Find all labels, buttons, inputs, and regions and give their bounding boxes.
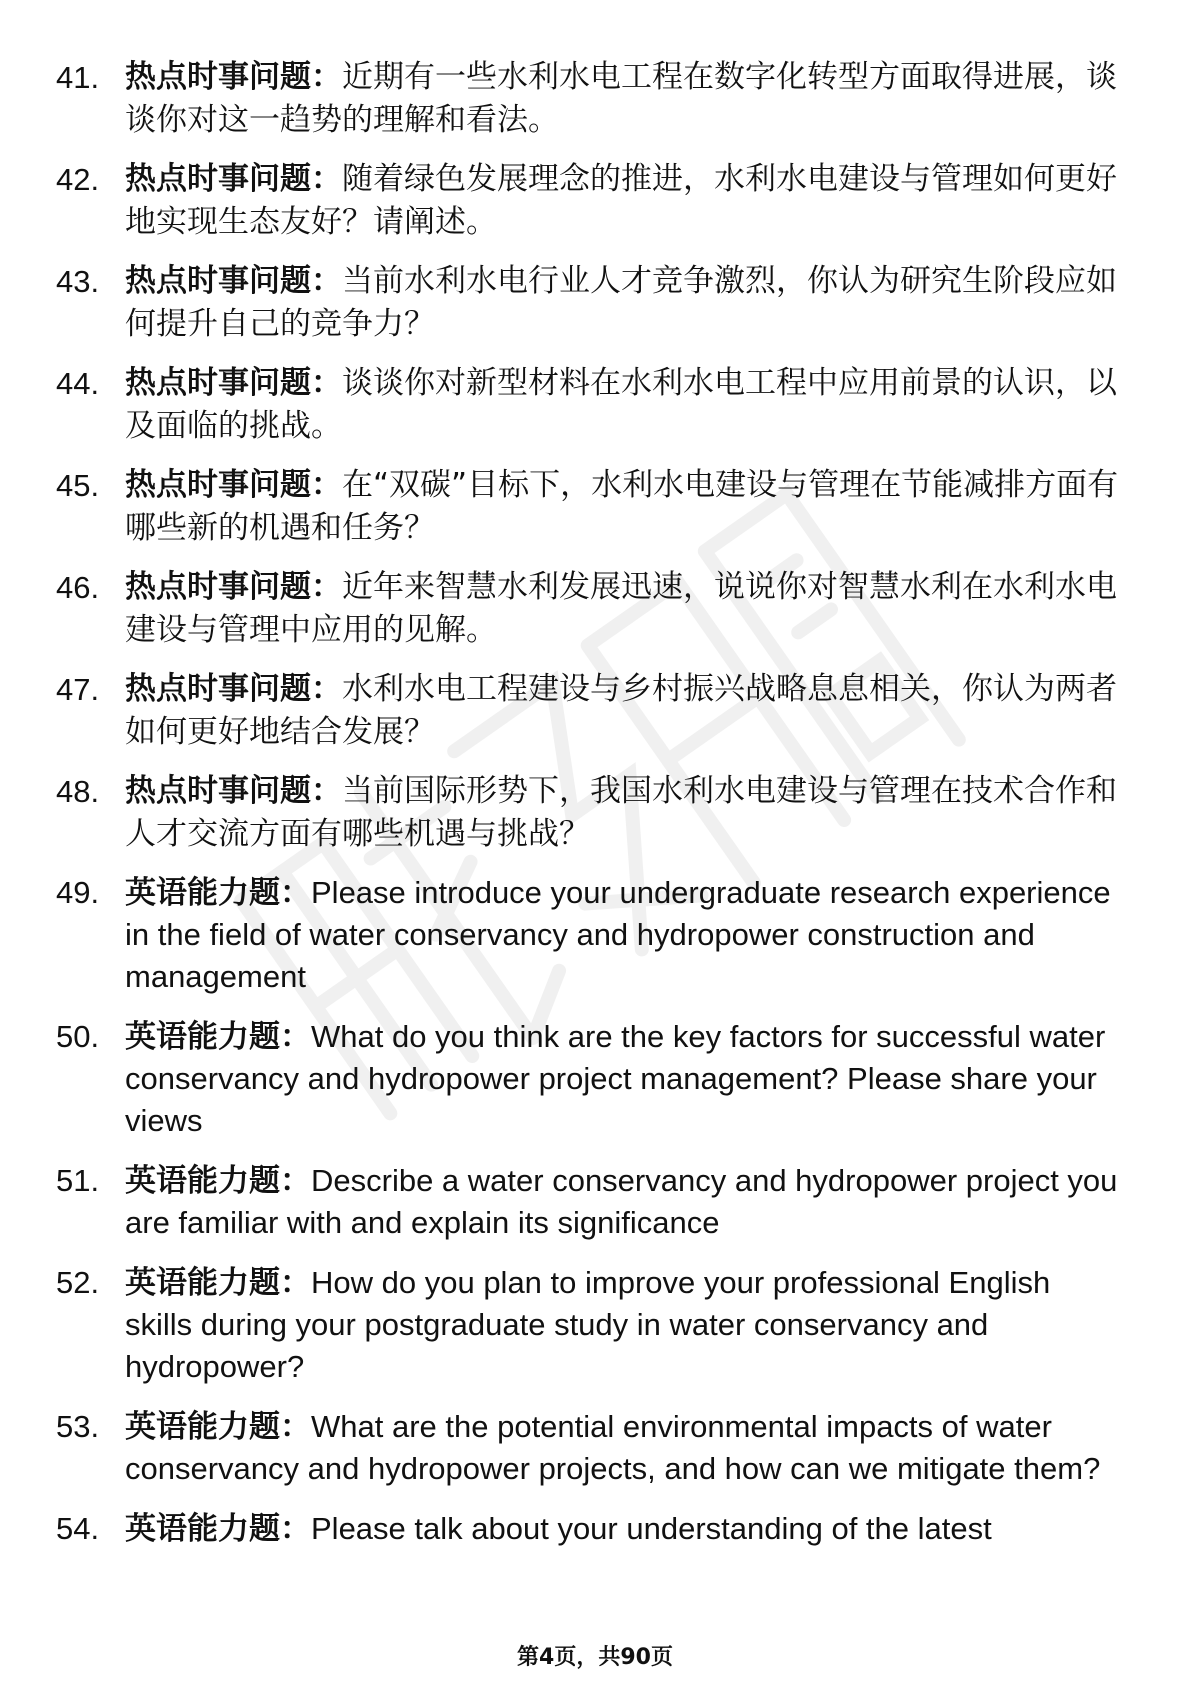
item-text: 随着绿色发展理念的推进，水利水电建设与管理如何更好地实现生态友好？请阐述。 — [125, 161, 1117, 240]
question-list — [0, 56, 1190, 1568]
list-item — [0, 158, 1190, 244]
item-number: 46. — [56, 570, 100, 605]
item-number: 53. — [56, 1409, 100, 1444]
item-text: Please talk about your understanding of the latest — [311, 1511, 992, 1546]
item-text: 近年来智慧水利发展迅速，说说你对智慧水利在水利水电建设与管理中应用的见解。 — [125, 569, 1117, 648]
item-category: 热点时事问题： — [125, 569, 342, 605]
item-text: What are the potential environmental impacts of water conservancy and hydropower projects, and how can we mitigate them? — [125, 1409, 1101, 1486]
item-text: Describe a water conservancy and hydropower project you are familiar with and explain its significance — [125, 1163, 1118, 1240]
list-item — [0, 260, 1190, 346]
item-category: 英语能力题： — [125, 1511, 311, 1547]
item-category: 热点时事问题： — [125, 59, 342, 95]
list-item — [0, 1262, 1190, 1388]
item-category: 英语能力题： — [125, 1409, 311, 1445]
item-category: 热点时事问题： — [125, 467, 342, 503]
list-item — [0, 566, 1190, 652]
item-category: 热点时事问题： — [125, 773, 342, 809]
item-text: Please introduce your undergraduate research experience in the field of water conservancy and hydropower construction and management — [125, 875, 1111, 994]
list-item — [0, 1160, 1190, 1244]
item-number: 47. — [56, 672, 100, 707]
item-category: 热点时事问题： — [125, 161, 342, 197]
item-number: 44. — [56, 366, 100, 401]
list-item — [0, 872, 1190, 998]
list-item — [0, 56, 1190, 142]
item-category: 英语能力题： — [125, 1265, 311, 1301]
item-category: 热点时事问题： — [125, 263, 342, 299]
item-text: 当前国际形势下，我国水利水电建设与管理在技术合作和人才交流方面有哪些机遇与挑战？ — [125, 773, 1117, 852]
item-text: 水利水电工程建设与乡村振兴战略息息相关，你认为两者如何更好地结合发展？ — [125, 671, 1117, 750]
item-number: 52. — [56, 1265, 100, 1300]
item-text: 谈谈你对新型材料在水利水电工程中应用前景的认识，以及面临的挑战。 — [125, 365, 1117, 444]
item-category: 热点时事问题： — [125, 365, 342, 401]
item-category: 英语能力题： — [125, 1019, 311, 1055]
item-number: 48. — [56, 774, 100, 809]
item-number: 42. — [56, 162, 100, 197]
list-item — [0, 668, 1190, 754]
item-text: 当前水利水电行业人才竞争激烈，你认为研究生阶段应如何提升自己的竞争力？ — [125, 263, 1117, 342]
list-item — [0, 1508, 1190, 1550]
item-text: 近期有一些水利水电工程在数字化转型方面取得进展，谈谈你对这一趋势的理解和看法。 — [125, 59, 1117, 138]
item-number: 51. — [56, 1163, 100, 1198]
item-number: 49. — [56, 875, 100, 910]
item-number: 54. — [56, 1511, 100, 1546]
item-number: 43. — [56, 264, 100, 299]
list-item — [0, 362, 1190, 448]
item-category: 热点时事问题： — [125, 671, 342, 707]
item-number: 41. — [56, 60, 100, 95]
item-number: 50. — [56, 1019, 100, 1054]
item-text: 在“双碳”目标下，水利水电建设与管理在节能减排方面有哪些新的机遇和任务？ — [125, 467, 1119, 546]
list-item — [0, 770, 1190, 856]
page-footer: 第4页，共90页 — [517, 1645, 673, 1670]
item-category: 英语能力题： — [125, 875, 311, 911]
item-number: 45. — [56, 468, 100, 503]
item-text: What do you think are the key factors for successful water conservancy and hydropower project management? Please share your views — [125, 1019, 1106, 1138]
list-item — [0, 1016, 1190, 1142]
item-text: How do you plan to improve your professional English skills during your postgraduate study in water conservancy and hydropower? — [125, 1265, 1051, 1384]
item-category: 英语能力题： — [125, 1163, 311, 1199]
list-item — [0, 1406, 1190, 1490]
list-item — [0, 464, 1190, 550]
